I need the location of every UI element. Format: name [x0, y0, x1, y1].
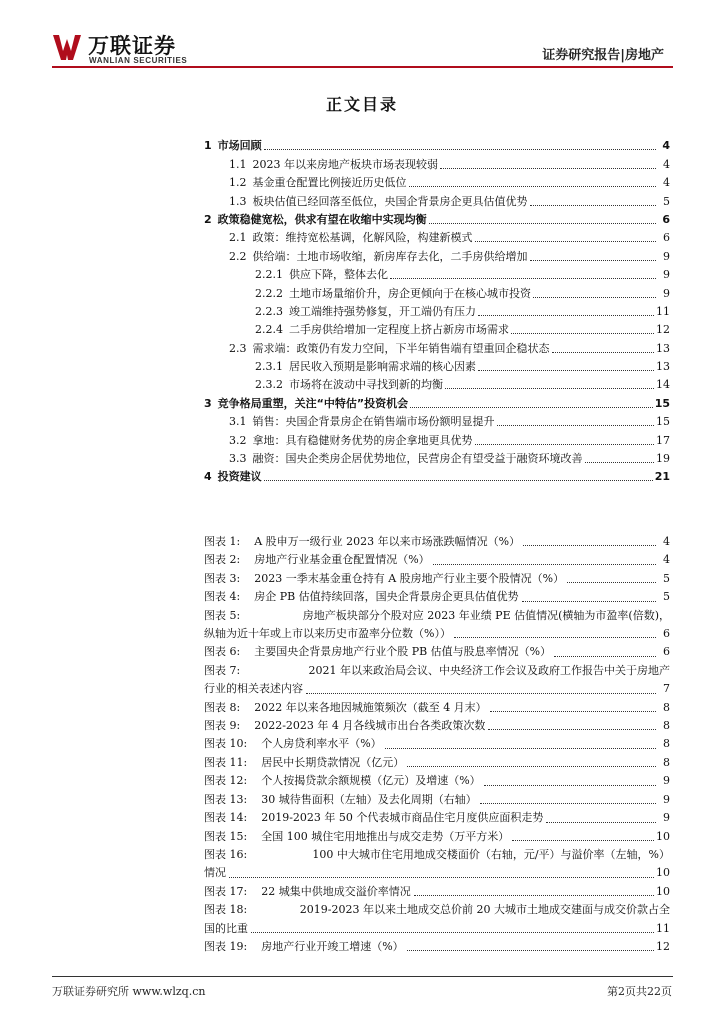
dot-leader: [385, 748, 656, 749]
figure-title: 个人房贷利率水平（%）: [261, 737, 382, 751]
page-header: [0, 0, 724, 68]
figure-label: 图表 2:: [204, 553, 241, 567]
figure-entry[interactable]: [204, 533, 670, 551]
toc-entry-page: 4: [663, 157, 670, 171]
toc-entry[interactable]: [204, 466, 670, 484]
toc-entry-title: 板块估值已经回落至低位，央国企背景房企更具估值优势: [252, 194, 528, 208]
figure-page: 8: [663, 719, 670, 733]
figure-label: 图表 8:: [204, 700, 241, 714]
dot-leader: [478, 370, 654, 371]
dot-leader: [306, 693, 656, 694]
dot-leader: [264, 480, 653, 481]
figure-label: 图表 10:: [204, 737, 248, 751]
figure-label: 图表 16:: [204, 847, 248, 861]
toc-entry-page: 17: [656, 433, 670, 447]
toc-entry-page: 14: [656, 378, 670, 392]
figure-page: 7: [663, 682, 670, 696]
figure-label: 图表 1:: [204, 535, 241, 548]
dot-leader: [390, 278, 656, 279]
toc-entry[interactable]: [204, 356, 670, 374]
wanlian-logo-icon: [52, 33, 82, 61]
figure-title: 主要国央企背景房地产行业个股 PB 估值与股息率情况（%）: [254, 645, 552, 659]
dot-leader: [407, 950, 654, 951]
toc-entry-title: 竞争格局重塑，关注“中特估”投资机会: [217, 396, 409, 410]
dot-leader: [585, 462, 655, 463]
figure-entry[interactable]: [204, 791, 670, 809]
figure-page: 9: [663, 811, 670, 825]
figure-title: 房地产板块部分个股对应 2023 年业绩 PE 估值情况(横轴为市盈率(倍数)，: [302, 608, 670, 622]
toc-entry[interactable]: [204, 153, 670, 171]
figure-title: 全国 100 城住宅用地推出与成交走势（万平方米）: [261, 829, 510, 843]
footer-source: 万联证券研究所 www.wlzq.cn: [52, 985, 206, 998]
dot-leader: [407, 766, 656, 767]
figure-page: 8: [663, 700, 670, 714]
figure-entry[interactable]: [204, 938, 670, 956]
figure-title: 100 中大城市住宅用地成交楼面价（右轴，元/平）与溢价率（左轴，%）: [312, 847, 670, 861]
toc-entry-number: 2.1: [229, 231, 247, 245]
figure-entry[interactable]: [204, 772, 670, 790]
toc-entry[interactable]: [204, 392, 670, 410]
dot-leader: [497, 425, 655, 426]
figure-label: 图表 5:: [204, 608, 241, 622]
figure-label: 图表 19:: [204, 939, 248, 953]
figure-entry[interactable]: [204, 717, 670, 735]
toc-entry-page: 4: [663, 176, 670, 190]
figure-title: 居民中长期贷款情况（亿元）: [261, 755, 405, 769]
figure-title-continued: 纵轴为近十年或上市以来历史市盈率分位数（%））: [204, 627, 451, 641]
dot-leader: [475, 444, 655, 445]
toc-entry-title: 2023 年以来房地产板块市场表现较弱: [252, 157, 438, 171]
dot-leader: [414, 895, 654, 896]
dot-leader: [488, 729, 656, 730]
figure-page: 6: [663, 627, 670, 641]
toc-entry-number: 2.2.4: [255, 323, 283, 337]
toc-entry-page: 9: [663, 286, 670, 300]
toc-entry-number: 3.2: [229, 433, 247, 447]
toc-entry-title: 供给端：土地市场收缩，新房库存去化，二手房供给增加: [252, 249, 528, 263]
figure-page: 9: [663, 792, 670, 806]
figure-label: 图表 7:: [204, 663, 241, 677]
figure-page: 10: [656, 866, 670, 880]
toc-entry[interactable]: [204, 374, 670, 392]
toc-entry-page: 13: [656, 341, 670, 355]
figure-page: 8: [663, 737, 670, 751]
toc-entry[interactable]: [204, 301, 670, 319]
toc-entry-page: 15: [656, 415, 670, 429]
table-of-contents: [204, 135, 670, 484]
toc-entry-page: 6: [662, 212, 670, 226]
dot-leader: [567, 582, 656, 583]
toc-entry-page: 11: [656, 304, 670, 318]
toc-entry[interactable]: [204, 245, 670, 263]
figure-entry[interactable]: [204, 570, 670, 588]
toc-entry[interactable]: [204, 282, 670, 300]
figure-title: 2022-2023 年 4 月各线城市出台各类政策次数: [254, 719, 486, 733]
dot-leader: [410, 407, 653, 408]
toc-entry-title: 市场将在波动中寻找到新的均衡: [289, 378, 443, 392]
toc-entry-title: 土地市场量缩价升，房企更倾向于在核心城市投资: [289, 286, 531, 300]
dot-leader: [530, 260, 657, 261]
figure-label: 图表 3:: [204, 571, 241, 585]
toc-entry[interactable]: [204, 264, 670, 282]
toc-entry-title: 供应下降，整体去化: [289, 268, 388, 282]
figure-entry[interactable]: [204, 551, 670, 569]
toc-entry-number: 1: [204, 139, 212, 153]
toc-entry-title: 基金重仓配置比例接近历史低位: [252, 176, 407, 190]
toc-entry-number: 3: [204, 396, 212, 410]
figure-title-continued: 情况: [204, 866, 226, 880]
figure-title: 22 城集中供地成交溢价率情况: [261, 884, 411, 898]
dot-leader: [554, 656, 656, 657]
toc-entry-number: 2: [204, 212, 212, 226]
toc-entry-page: 19: [656, 452, 670, 466]
figure-label: 图表 12:: [204, 774, 248, 788]
page-number: 第2页共22页: [607, 985, 672, 998]
figure-page: 10: [656, 884, 670, 898]
toc-entry-number: 2.2: [229, 249, 247, 263]
figure-title: 2019-2023 年 50 个代表城市商品住宅月度供应面积走势: [261, 811, 544, 825]
toc-entry[interactable]: [204, 209, 670, 227]
toc-entry-number: 2.2.1: [255, 268, 283, 282]
figure-label: 图表 18:: [204, 903, 248, 917]
toc-entry-page: 9: [663, 249, 670, 263]
figure-page: 4: [663, 535, 670, 548]
figure-page: 12: [656, 939, 670, 953]
figure-entry[interactable]: [204, 588, 670, 606]
toc-entry-page: 9: [663, 268, 670, 282]
toc-entry-number: 2.2.3: [255, 304, 283, 318]
figure-list: [204, 533, 670, 956]
toc-entry-page: 13: [656, 360, 670, 374]
dot-leader: [478, 315, 654, 316]
toc-entry-number: 3.1: [229, 415, 247, 429]
dot-leader: [251, 932, 654, 933]
toc-entry-title: 政策：维持宽松基调，化解风险，构建新模式: [252, 231, 473, 245]
figure-entry[interactable]: [204, 699, 670, 717]
dot-leader: [484, 785, 656, 786]
toc-entry-page: 15: [654, 396, 670, 410]
figure-entry[interactable]: [204, 607, 670, 644]
dot-leader: [530, 205, 657, 206]
figure-page: 5: [663, 571, 670, 585]
toc-entry-number: 3.3: [229, 452, 247, 466]
toc-entry-number: 2.3.2: [255, 378, 283, 392]
figure-title: 30 城待售面积（左轴）及去化周期（右轴）: [261, 792, 477, 806]
toc-entry-title: 融资：国央企类房企居优势地位，民营房企有望受益于融资环境改善: [252, 452, 583, 466]
figure-page: 6: [663, 645, 670, 659]
figure-title: 房地产行业开竣工增速（%）: [261, 939, 404, 953]
figure-title: 2021 年以来政治局会议、中央经济工作会议及政府工作报告中关于房地产: [308, 663, 670, 677]
toc-entry-page: 5: [663, 194, 670, 208]
toc-entry-title: 投资建议: [217, 470, 262, 484]
figure-entry[interactable]: [204, 754, 670, 772]
toc-entry-page: 4: [662, 139, 670, 153]
figure-label: 图表 15:: [204, 829, 248, 843]
figure-page: 9: [663, 774, 670, 788]
figure-entry[interactable]: [204, 643, 670, 661]
dot-leader: [409, 186, 657, 187]
dot-leader: [429, 223, 656, 224]
toc-entry-number: 1.3: [229, 194, 247, 208]
figure-page: 8: [663, 755, 670, 769]
dot-leader: [522, 601, 656, 602]
dot-leader: [480, 803, 656, 804]
figure-label: 图表 17:: [204, 884, 248, 898]
toc-entry-page: 6: [663, 231, 670, 245]
toc-entry-page: 21: [654, 470, 670, 484]
figure-title: 2022 年以来各地因城施策频次（截至 4 月末）: [254, 700, 487, 714]
figure-entry[interactable]: [204, 883, 670, 901]
dot-leader: [512, 840, 654, 841]
figure-title: 2023 一季末基金重仓持有 A 股房地产行业主要个股情况（%）: [254, 571, 565, 585]
toc-entry[interactable]: [204, 337, 670, 355]
dot-leader: [433, 564, 656, 565]
dot-leader: [552, 352, 655, 353]
toc-entry-page: 12: [656, 323, 670, 337]
figure-page: 4: [663, 553, 670, 567]
figure-entry[interactable]: [204, 828, 670, 846]
figure-page: 11: [656, 921, 670, 935]
figure-label: 图表 13:: [204, 792, 248, 806]
toc-entry[interactable]: [204, 172, 670, 190]
figure-title: 房地产行业基金重仓配置情况（%）: [254, 553, 430, 567]
toc-entry-number: 2.3.1: [255, 360, 283, 374]
toc-entry-title: 拿地：具有稳健财务优势的房企拿地更具优势: [252, 433, 473, 447]
figure-entry[interactable]: [204, 662, 670, 699]
dot-leader: [445, 388, 654, 389]
toc-entry-title: 政策稳健宽松，供求有望在收缩中实现均衡: [217, 212, 427, 226]
toc-entry-title: 市场回顾: [217, 139, 262, 153]
toc-entry[interactable]: [204, 448, 670, 466]
figure-label: 图表 9:: [204, 719, 241, 733]
toc-entry-number: 4: [204, 470, 212, 484]
toc-entry-title: 销售：央国企背景房企在销售端市场份额明显提升: [252, 415, 495, 429]
figure-label: 图表 4:: [204, 590, 241, 604]
toc-entry[interactable]: [204, 227, 670, 245]
dot-leader: [475, 241, 657, 242]
dot-leader: [490, 711, 656, 712]
dot-leader: [264, 149, 656, 150]
logo-chinese-name: 万联证券: [88, 34, 176, 58]
toc-entry[interactable]: [204, 190, 670, 208]
dot-leader: [533, 297, 656, 298]
page-title: 正文目录: [325, 95, 398, 114]
figure-entry[interactable]: [204, 901, 670, 938]
logo-english-name: WANLIAN SECURITIES: [89, 56, 188, 65]
footer-divider: [52, 976, 673, 977]
figure-title-continued: 国的比重: [204, 921, 248, 935]
dot-leader: [440, 168, 656, 169]
figure-entry[interactable]: [204, 846, 670, 883]
figure-label: 图表 11:: [204, 755, 248, 769]
toc-entry-number: 1.2: [229, 176, 247, 190]
figure-page: 5: [663, 590, 670, 604]
toc-entry[interactable]: [204, 319, 670, 337]
dot-leader: [229, 877, 654, 878]
figure-title: A 股申万一级行业 2023 年以来市场涨跌幅情况（%）: [254, 535, 521, 548]
toc-entry[interactable]: [204, 411, 670, 429]
toc-entry-number: 1.1: [229, 157, 247, 171]
figure-title: 个人按揭贷款余额规模（亿元）及增速（%）: [261, 774, 481, 788]
toc-entry-title: 需求端：政策仍有发力空间，下半年销售端有望重回企稳状态: [252, 341, 550, 355]
toc-entry[interactable]: [204, 429, 670, 447]
toc-entry-number: 2.3: [229, 341, 247, 355]
figure-title-continued: 行业的相关表述内容: [204, 682, 303, 696]
figure-page: 10: [656, 829, 670, 843]
toc-entry-title: 居民收入预期是影响需求端的核心因素: [289, 360, 476, 374]
dot-leader: [511, 333, 654, 334]
toc-entry-number: 2.2.2: [255, 286, 283, 300]
figure-label: 图表 14:: [204, 811, 248, 825]
report-category: 证券研究报告|房地产: [542, 48, 664, 63]
header-divider: [52, 66, 673, 68]
dot-leader: [523, 545, 656, 546]
toc-entry-title: 二手房供给增加一定程度上挤占新房市场需求: [289, 323, 509, 337]
figure-label: 图表 6:: [204, 645, 241, 659]
toc-entry[interactable]: [204, 135, 670, 153]
dot-leader: [454, 637, 656, 638]
figure-entry[interactable]: [204, 809, 670, 827]
figure-title: 2019-2023 年以来土地成交总价前 20 大城市土地成交建面与成交价款占全: [299, 903, 670, 917]
toc-entry-title: 竣工端维持强势修复，开工端仍有压力: [289, 304, 476, 318]
figure-title: 房企 PB 估值持续回落，国央企背景房企更具估值优势: [254, 590, 519, 604]
dot-leader: [546, 822, 656, 823]
figure-entry[interactable]: [204, 735, 670, 753]
